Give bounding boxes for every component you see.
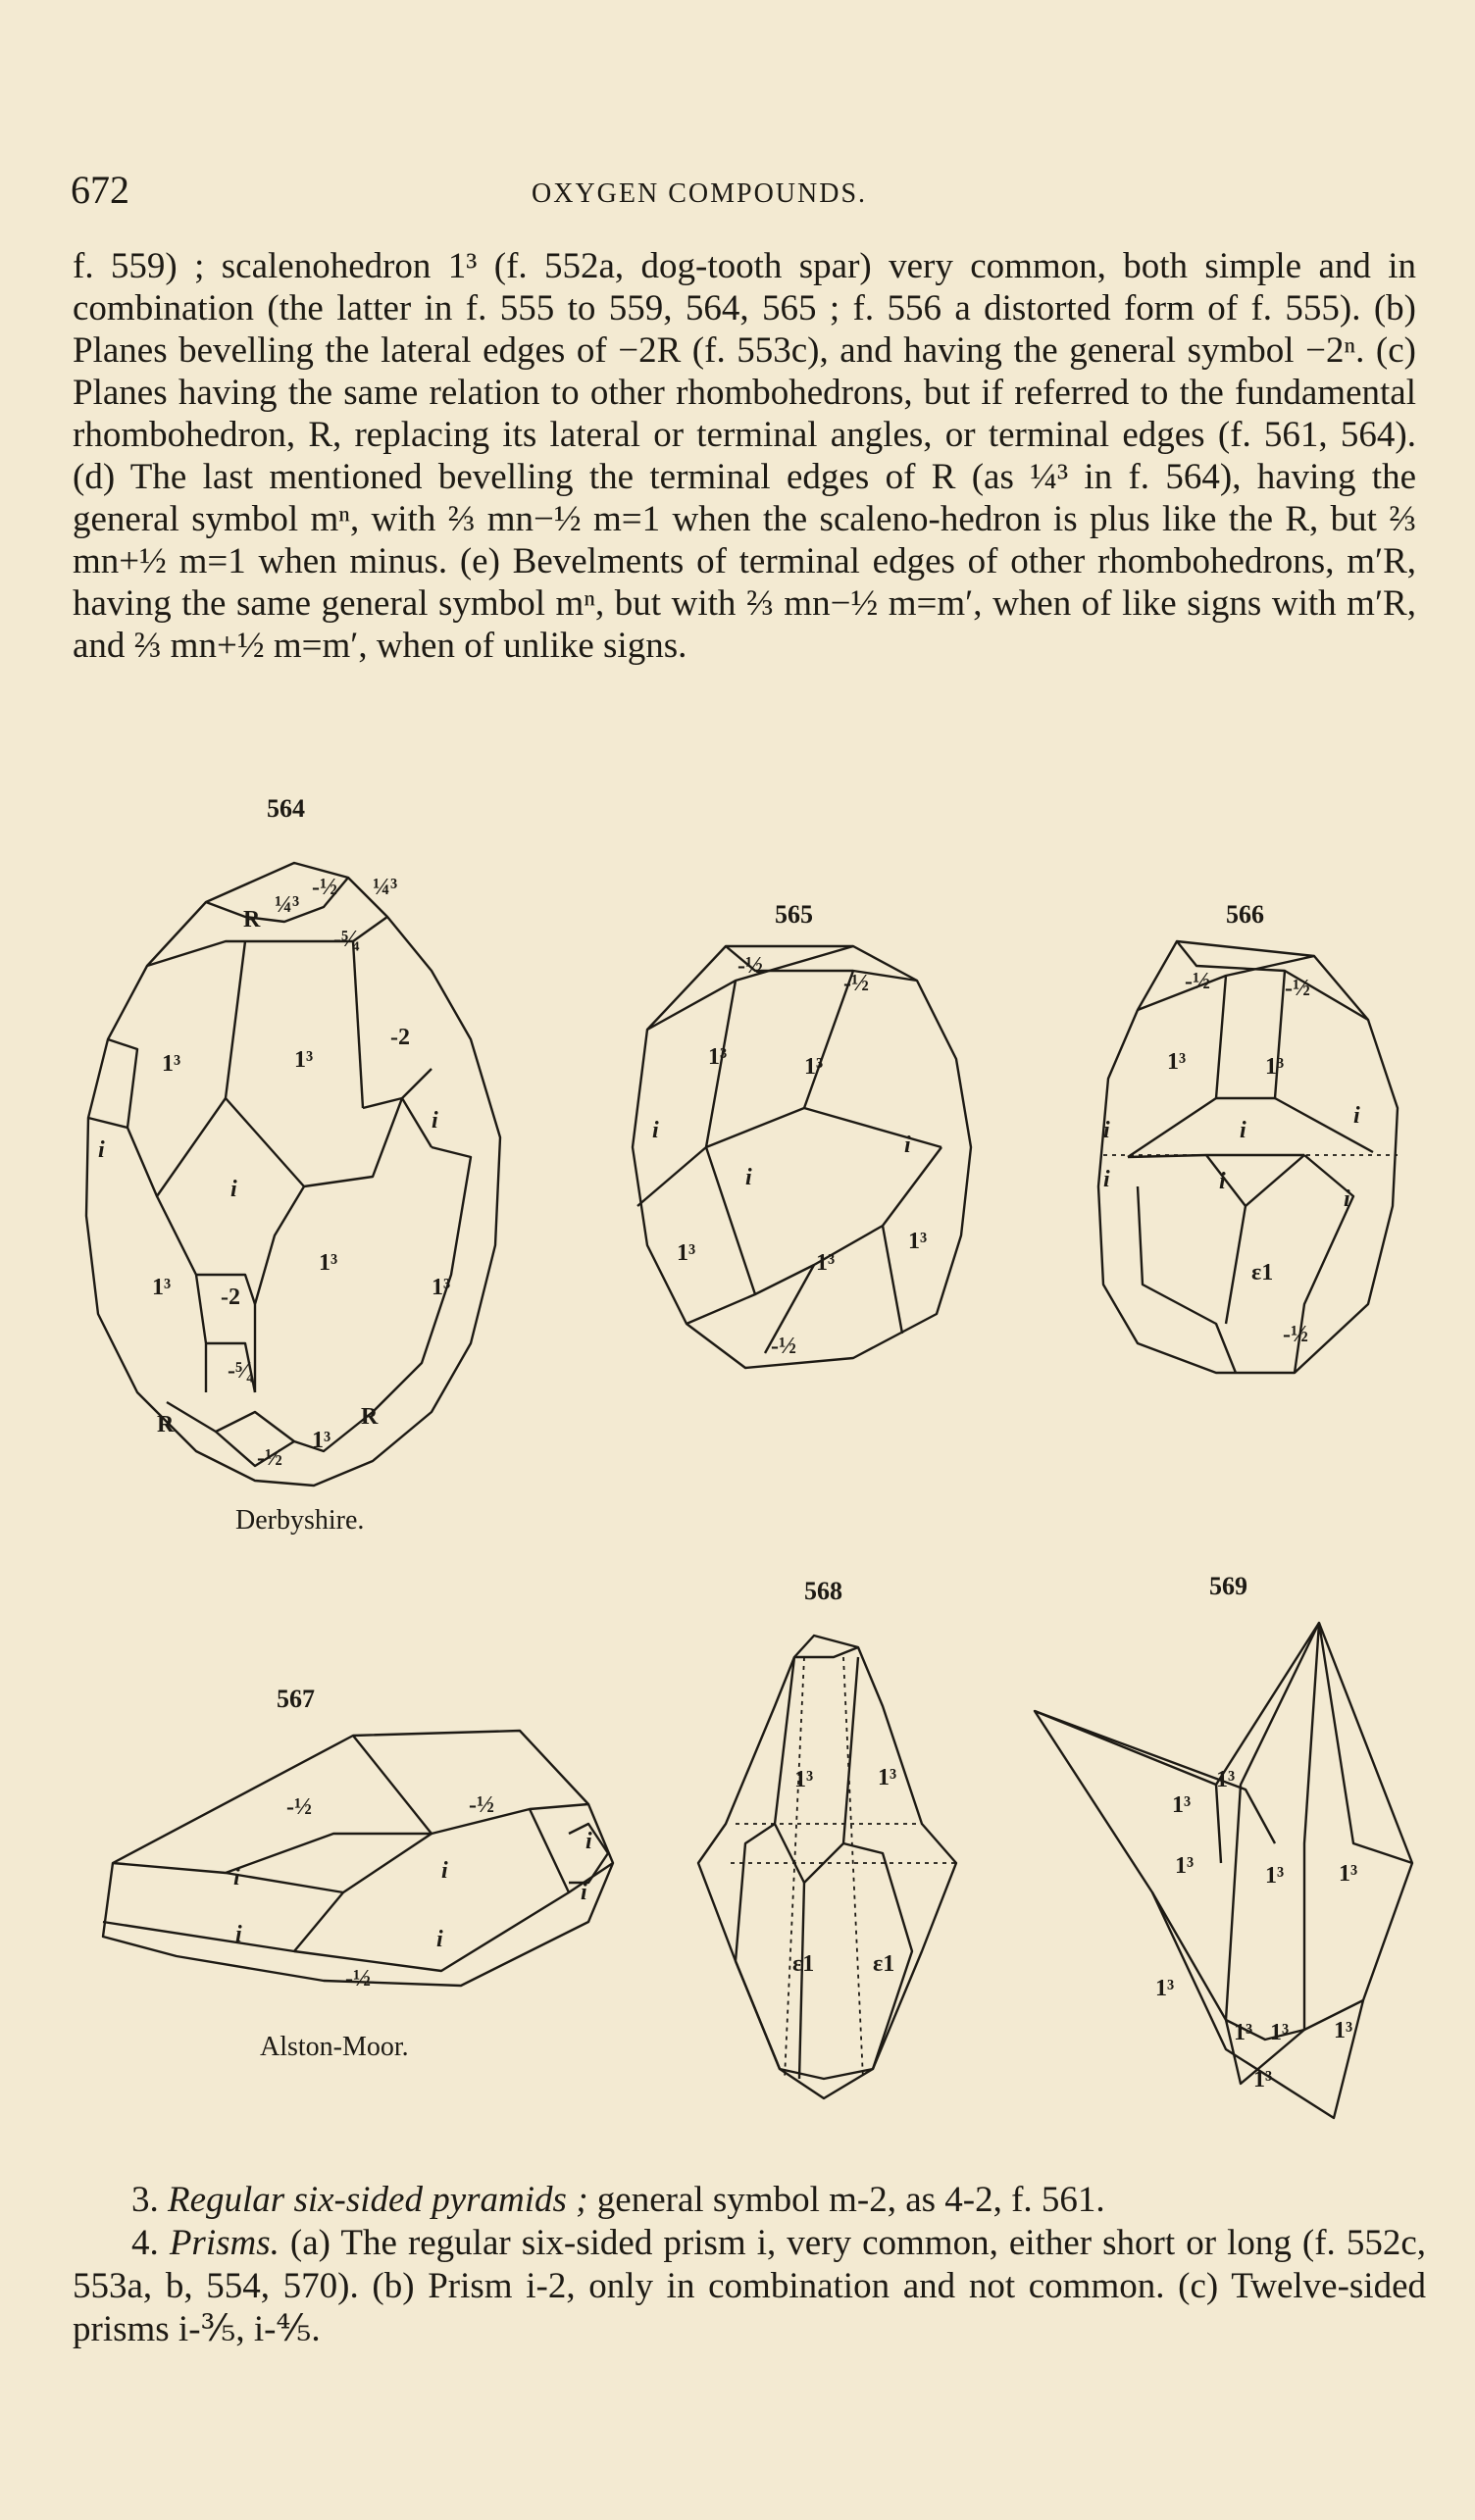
fig569-label-8: 1³ [1270,2020,1290,2045]
figure-567-number: 567 [277,1685,315,1713]
fig564-label-12: 1³ [319,1250,338,1276]
fig567-label-4: i [441,1858,448,1884]
fig565-label-5: i [652,1118,659,1143]
fig564-label-14: 1³ [432,1275,451,1300]
fig564-label-6: -2 [390,1025,410,1050]
section-4-number: 4. [131,2223,159,2263]
fig566-label-8: i [1103,1167,1110,1192]
section-3-number: 3. [131,2180,159,2220]
fig565-label-4: 1³ [804,1054,824,1080]
fig564-label-17: R [157,1412,175,1437]
fig564-label-1: -½ [312,875,337,900]
fig564-label-16: -⁵⁄₄ [228,1358,254,1384]
fig569-label-4: 1³ [1265,1863,1285,1889]
fig564-label-20: 1³ [312,1428,331,1453]
section-3-text: general symbol m-2, as 4-2, f. 561. [587,2180,1105,2220]
fig569-label-9: 1³ [1334,2018,1353,2043]
fig565-label-3: 1³ [708,1044,728,1070]
fig564-label-R-top: R [243,907,261,932]
fig566-label-5: i [1103,1118,1110,1143]
running-head: OXYGEN COMPOUNDS. [532,178,868,209]
fig569-label-5: 1³ [1339,1861,1358,1887]
figure-564-drawing [86,863,500,1486]
fig566-label-10: i [1344,1186,1350,1212]
figure-569-number: 569 [1209,1572,1247,1600]
fig564-label-8: 1³ [294,1047,314,1073]
fig568-label-2: 1³ [878,1765,897,1790]
fig564-label-15: -2 [221,1285,240,1310]
fig567-label-3: i [233,1865,240,1890]
fig569-label-10: 1³ [1253,2067,1273,2092]
fig564-label-2: ¼³ [275,892,300,918]
figure-564-number: 564 [267,794,305,823]
fig564-label-3: ¼³ [373,875,398,900]
section-4-paragraph [73,2222,1426,2351]
fig565-label-9: 1³ [816,1250,836,1276]
fig565-label-11: -½ [771,1334,796,1359]
fig564-label-7: 1³ [162,1051,181,1077]
fig564-label-11: i [432,1108,438,1134]
fig566-label-1: -½ [1185,969,1210,994]
fig566-label-9: i [1219,1169,1226,1194]
figure-564-caption: Derbyshire. [235,1505,365,1536]
fig566-label-7: i [1353,1103,1360,1129]
fig566-label-6: i [1240,1118,1246,1143]
fig567-label-8: i [581,1880,587,1905]
section-4-title: Prisms. [169,2223,280,2263]
fig564-label-13: 1³ [152,1275,172,1300]
fig566-label-2: -½ [1285,976,1310,1001]
figure-566-drawing [1098,941,1398,1373]
fig565-label-10: 1³ [908,1229,928,1254]
fig566-label-4: 1³ [1265,1054,1285,1080]
fig564-label-19: -½ [257,1445,282,1471]
fig569-label-2: 1³ [1172,1792,1192,1818]
fig565-label-6: i [745,1165,752,1190]
fig565-label-1: -½ [738,953,763,979]
fig568-label-4: ε1 [873,1951,895,1977]
page-number: 672 [71,168,129,212]
fig567-label-6: i [436,1927,443,1952]
fig567-label-1: -½ [286,1794,312,1820]
section-3-paragraph [73,2179,1426,2222]
fig567-label-9: -½ [345,1966,371,1991]
fig567-label-5: i [235,1922,242,1947]
fig569-label-6: 1³ [1155,1976,1175,2001]
fig569-label-3: 1³ [1175,1853,1195,1879]
fig567-label-7: i [585,1829,592,1854]
fig565-label-2: -½ [843,971,869,996]
fig564-label-5: -⁵⁄₄ [333,927,360,952]
fig564-label-10: i [230,1177,237,1202]
fig564-label-9: i [98,1137,105,1163]
fig566-label-11: ε1 [1251,1260,1274,1285]
fig569-label-7: 1³ [1234,2020,1253,2045]
section-4-text: (a) The regular six-sided prism i, very common, either short or long (f. 552c, 553a, b, 554, 570). (b) Prism i-2, only in combination and not common. (c) Twelve-sided prisms i-⅗, i-⅘. [73,2223,1427,2349]
fig566-label-3: 1³ [1167,1049,1187,1075]
figure-568-number: 568 [804,1577,842,1605]
fig567-label-2: -½ [469,1792,494,1818]
figure-568-drawing [698,1636,956,2098]
figure-567-drawing [103,1731,613,1991]
section-3-title: Regular six-sided pyramids ; [168,2180,588,2220]
fig564-label-18: R [361,1404,379,1430]
figure-565-number: 565 [775,900,813,929]
fig568-label-3: ε1 [792,1951,815,1977]
figure-569-drawing [1035,1623,1412,2118]
closing-text-block [73,2179,1426,2351]
figure-567-caption: Alston-Moor. [260,2032,409,2062]
figure-565-drawing [633,946,971,1368]
fig568-label-1: 1³ [794,1767,814,1792]
body-paragraph: f. 559) ; scalenohedron 1³ (f. 552a, dog-tooth spar) very common, both simple and in combination (the latter in f. 555 to 559, 564, 565 ; f. 556 a distorted form of f. 555). (b) Planes bevelling the lateral edges of −2R (f. 553c), and having the general symbol −2ⁿ. (c) Planes having the same relation to other rhombohedrons, but if referred to the fundamental rhombohedron, R, replacing its lateral or terminal angles, or terminal edges (f. 561, 564). (d) The last mentioned bevelling the terminal edges of R (as ¼³ in f. 564), having the general symbol mⁿ, with ⅔ mn−½ m=1 when the scaleno-hedron is plus like the R, but ⅔ mn+½ m=1 when minus. (e) Bevelments of terminal edges of other rhombohedrons, m′R, having the same general symbol mⁿ, but with ⅔ mn−½ m=m′, when of like signs with m′R, and ⅔ mn+½ m=m′, when of unlike signs. [73,246,1416,666]
figure-566-number: 566 [1226,900,1264,929]
fig565-label-8: 1³ [677,1240,696,1266]
fig566-label-12: -½ [1283,1322,1308,1347]
fig569-label-1: 1³ [1216,1767,1236,1792]
fig565-label-7: i [904,1133,911,1158]
